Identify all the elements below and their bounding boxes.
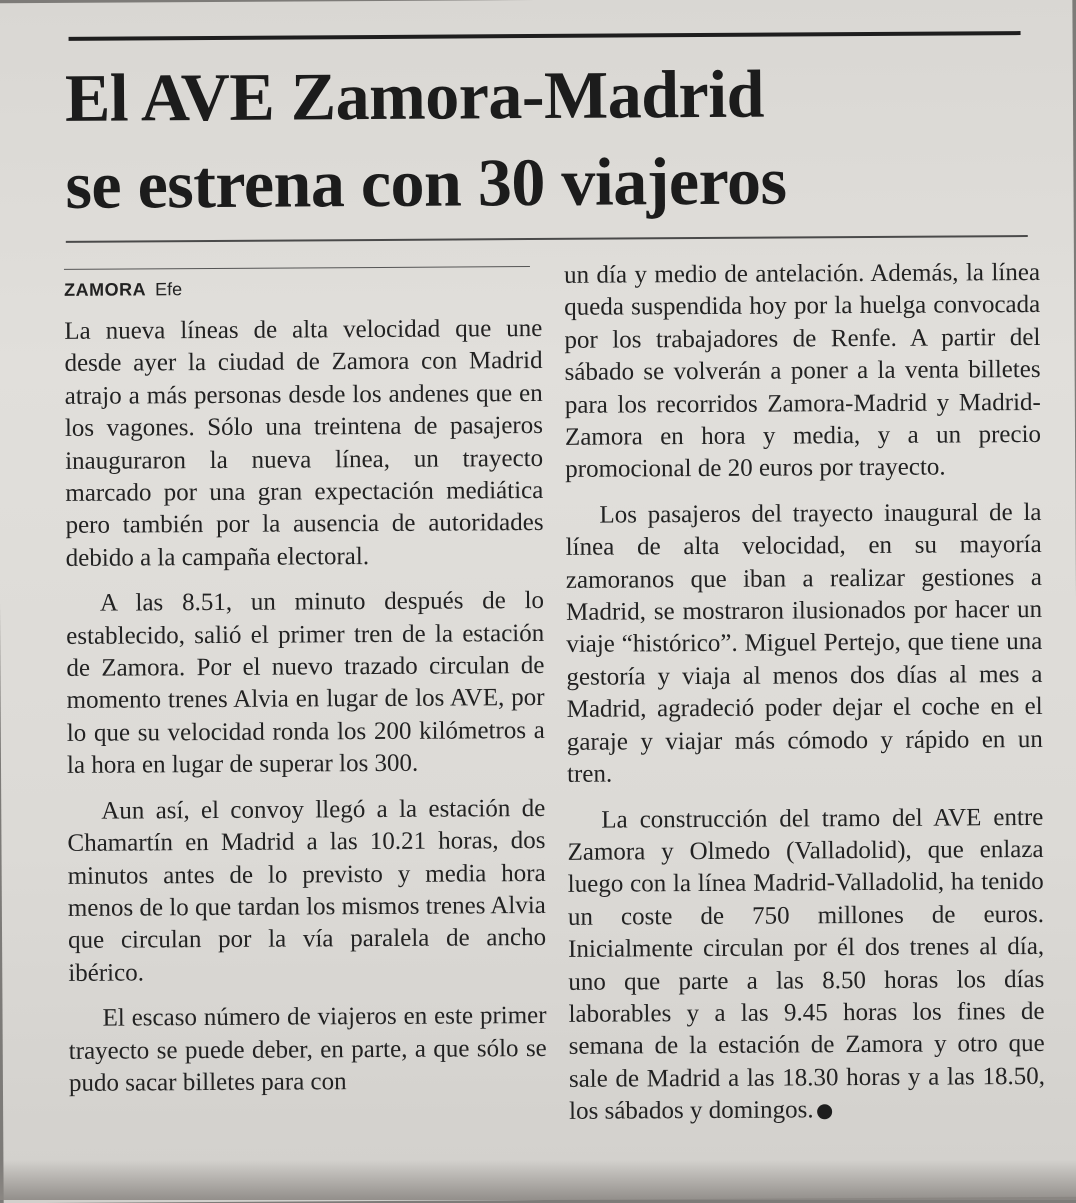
byline-agency: Efe	[155, 279, 183, 300]
headline-rule	[66, 235, 1028, 243]
column-right	[564, 257, 1045, 1141]
paragraph: Los pasajeros del trayecto inaugural de la línea de alta velocidad, en su mayoría zamoranos que iban a realizar gestiones a Madrid, se mostraron ilusionados por hacer un viaje “histórico”. Miguel Pertejo, que tiene una gestoría y viaja al menos dos días al mes a Madrid, agradeció poder dejar el coche en el garaje y viajar más cómodo y rápido en un tren.	[565, 498, 1043, 788]
paragraph: Aun así, el convoy llegó a la estación de Chamartín en Madrid a las 10.21 horas, dos minutos antes de lo previsto y media hora menos de lo que tardan los mismos trenes Alvia que circulan por la vía paralela de ancho ibérico.	[67, 794, 547, 987]
page-shadow	[0, 1160, 1076, 1200]
byline-location: ZAMORA	[64, 279, 147, 300]
byline	[64, 275, 542, 302]
paragraph: La nueva líneas de alta velocidad que une desde ayer la ciudad de Zamora con Madrid atrajo a más personas desde los andenes que en los vagones. Sólo una treintena de pasajeros inauguraron la nueva línea, un trayecto marcado por una gran expectación mediática pero también por la ausencia de autoridades debido a la campaña electoral.	[64, 314, 544, 572]
headline-line-1: El AVE Zamora-Madrid	[64, 55, 765, 136]
paragraph: A las 8.51, un minuto después de lo establecido, salió el primer tren de la estación de Zamora. Por el nuevo trazado circulan de momento trenes Alvia en lugar de los AVE, por lo que su velocidad ronda los 200 kilómetros a la hora en lugar de superar los 300.	[66, 587, 545, 780]
end-of-article-bullet-icon	[818, 1104, 833, 1119]
column-left	[64, 258, 547, 1113]
paragraph-final-text: La construcción del tramo del AVE entre Zamora y Olmedo (Valladolid), que enlaza luego con la línea Madrid-Valladolid, ha tenido un coste de 750 millones de euros. Inicialmente circulan por él dos trenes al día, uno que parte a las 8.50 horas los días laborables y a las 9.45 horas los fines de semana de la estación de Zamora y otro que sale de Madrid a las 18.30 horas y a las 18.50, los sábados y domingos.	[567, 803, 1046, 1125]
top-rule	[69, 31, 1021, 41]
headline	[65, 50, 787, 228]
paragraph-final	[567, 801, 1045, 1128]
byline-rule	[64, 266, 530, 270]
paragraph: El escaso número de viajeros en este primer trayecto se puede deber, en parte, a que sólo se pudo sacar billetes para con	[68, 1002, 547, 1097]
paragraph: un día y medio de antelación. Además, la línea queda suspendida hoy por la huelga convocada por los trabajadores de Renfe. A partir del sábado se volverán a poner a la venta billetes para los recorridos Zamora-Madrid y Madrid-Zamora en hora y media, y a un precio promocional de 20 euros por trayecto.	[563, 258, 1042, 484]
headline-line-2: se estrena con 30 viajeros	[65, 142, 787, 223]
